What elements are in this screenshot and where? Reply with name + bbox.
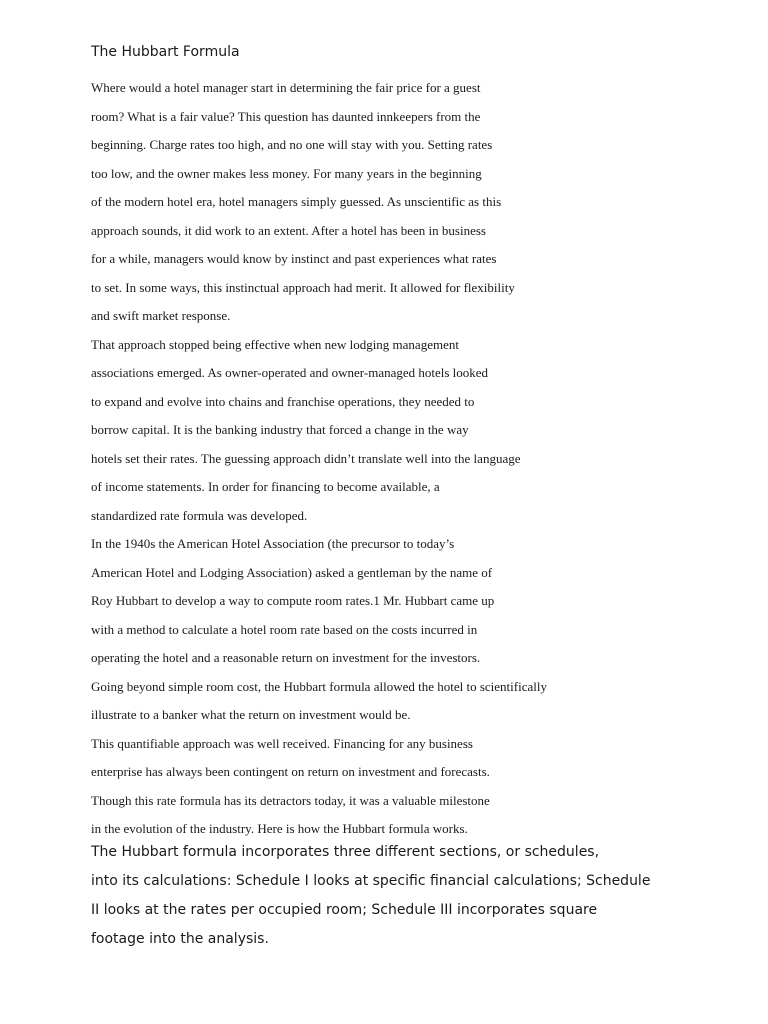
body-line: and swift market response.: [91, 308, 231, 323]
body-line: Though this rate formula has its detractors today, it was a valuable milestone: [91, 792, 490, 808]
body-line: of the modern hotel era, hotel managers simply guessed. As unscientific as this: [91, 194, 502, 209]
body-line: enterprise has always been contingent on return on investment and forecasts.: [91, 764, 490, 779]
closing-line: into its calculations: Schedule I looks at specific financial calculations; Schedule: [91, 873, 651, 889]
body-line: American Hotel and Lodging Association) asked a gentleman by the name of: [91, 564, 493, 580]
body-line: associations emerged. As owner-operated and owner-managed hotels looked: [91, 365, 489, 380]
body-line: with a method to calculate a hotel room rate based on the costs incurred in: [91, 621, 478, 637]
body-line: room? What is a fair value? This question has daunted innkeepers from the: [91, 108, 481, 124]
body-line: Roy Hubbart to develop a way to compute room rates.1 Mr. Hubbart came up: [91, 593, 495, 608]
closing-line: footage into the analysis.: [91, 931, 269, 947]
body-line: beginning. Charge rates too high, and no one will stay with you. Setting rates: [91, 137, 493, 152]
closing-line: II looks at the rates per occupied room; Schedule III incorporates square: [91, 902, 598, 918]
body-line: standardized rate formula was developed.: [91, 507, 308, 523]
closing-paragraph: [91, 838, 751, 954]
body-line: illustrate to a banker what the return on investment would be.: [91, 707, 411, 722]
body-line: to expand and evolve into chains and franchise operations, they needed to: [91, 393, 475, 409]
body-text: [91, 74, 731, 844]
body-line: That approach stopped being effective when new lodging management: [91, 336, 459, 352]
body-line: of income statements. In order for financing to become available, a: [91, 479, 440, 494]
body-line: approach sounds, it did work to an extent. After a hotel has been in business: [91, 222, 486, 238]
body-line: operating the hotel and a reasonable return on investment for the investors.: [91, 650, 481, 665]
body-line: Where would a hotel manager start in determining the fair price for a guest: [91, 80, 481, 95]
body-line: Going beyond simple room cost, the Hubbart formula allowed the hotel to scientifically: [91, 678, 547, 694]
body-line: In the 1940s the American Hotel Association (the precursor to today’s: [91, 536, 455, 551]
body-line: too low, and the owner makes less money. For many years in the beginning: [91, 165, 482, 181]
document-title: The Hubbart Formula: [91, 44, 240, 60]
body-line: hotels set their rates. The guessing approach didn’t translate well into the language: [91, 450, 521, 466]
body-line: for a while, managers would know by instinct and past experiences what rates: [91, 251, 497, 266]
body-line: to set. In some ways, this instinctual approach had merit. It allowed for flexibility: [91, 279, 515, 295]
body-line: This quantifiable approach was well received. Financing for any business: [91, 735, 473, 751]
body-line: borrow capital. It is the banking industry that forced a change in the way: [91, 422, 469, 437]
closing-line: The Hubbart formula incorporates three different sections, or schedules,: [91, 844, 600, 860]
body-line: in the evolution of the industry. Here is how the Hubbart formula works.: [91, 821, 468, 836]
